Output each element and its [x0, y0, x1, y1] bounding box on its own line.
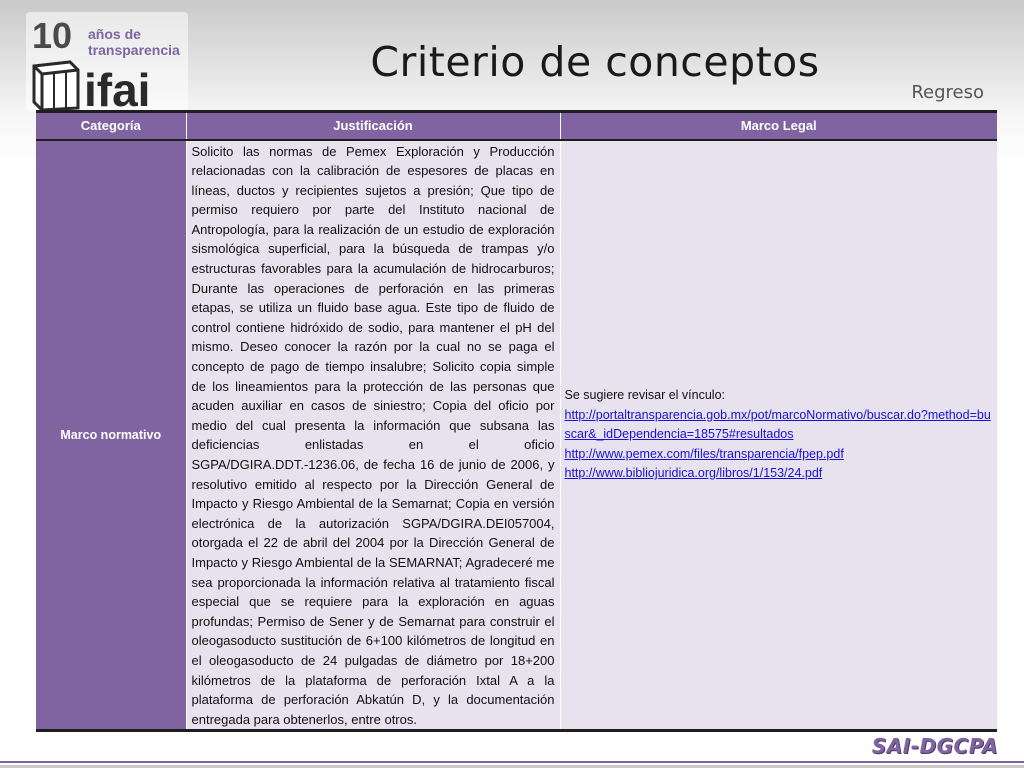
regreso-link[interactable]: Regreso	[911, 82, 984, 103]
header-categoria: Categoría	[36, 112, 186, 140]
header-marco-legal: Marco Legal	[560, 112, 997, 140]
table-header-row	[36, 112, 997, 140]
logo-brand: ifai	[84, 64, 151, 112]
footer-divider-accent	[0, 761, 1024, 763]
criteria-table	[36, 110, 997, 732]
link-bibliojuridica[interactable]: http://www.bibliojuridica.org/libros/1/153/24.pdf	[564, 466, 823, 481]
logo-line2: transparencia	[88, 42, 180, 58]
justification-cell: Solicito las normas de Pemex Exploración y Producción relacionadas con la calibración de espesores de placas en líneas, ductos y recipientes sujetos a presión; Que tipo de permiso requiero por parte del Instituto nacional de Antropología, para la realización de un estudio de exploración sismológica superficial, para la búsqueda de trampas y/o estructuras favorables para la acumulación de hidrocarburos; Durante las operaciones de perforación en las primeras etapas, se utiliza un fluido base agua. Este tipo de fluido de control contiene hidróxido de sodio, para mantener el pH del mismo. Deseo conocer la razón por la cual no se paga el concepto de pago de tiempo insalubre; Solicito copia simple de los lineamientos para la protección de las personas que acuden auxiliar en casos de siniestro; Copia del oficio por medio del cual presenta la información que subsana las deficiencias enlistadas en el oficio SGPA/DGIRA.DDT.-1236.06, de fecha 16 de junio de 2006, y resolutivo emitido al respecto por la Dirección General de Impacto y Riesgo Ambiental de la Semarnat; Copia en versión electrónica de la autorización SGPA/DGIRA.DEI057004, otorgada el 22 de abril del 2004 por la Dirección General de Impacto y Riesgo Ambiental de la SEMARNAT; Agradeceré me sea proporcionada la información relativa al tratamiento fiscal especial que se requiere para la exploración en aguas profundas; Permiso de Sener y de Semarnat para construir el oleogasoducto sustitución de 6+100 kilómetros de longitud en el oleogasoducto de 24 pulgadas de diámetro por 18+200 kilómetros de la plataforma de perforación Ixtal A a la plataforma de perforación Abkatún D, y la documentación entregada para obtenerlos, entre otros.	[186, 140, 560, 731]
logo-line1: años de	[88, 26, 141, 42]
link-pemex[interactable]: http://www.pemex.com/files/transparencia/fpep.pdf	[564, 446, 844, 461]
category-cell: Marco normativo	[36, 140, 186, 731]
header-justificacion: Justificación	[186, 112, 560, 140]
logo-number: 10	[32, 15, 73, 56]
legal-intro: Se sugiere revisar el vínculo:	[564, 388, 725, 403]
link-portal-transparencia[interactable]: http://portaltransparencia.gob.mx/pot/marcoNormativo/buscar.do?method=buscar&_idDependencia=18575#resultados	[564, 407, 991, 442]
marco-legal-cell	[560, 140, 997, 731]
page-title: Criterio de conceptos	[370, 38, 820, 86]
table-row	[36, 140, 997, 731]
sai-dgcpa-logo: SAI-DGCPA	[871, 734, 998, 758]
